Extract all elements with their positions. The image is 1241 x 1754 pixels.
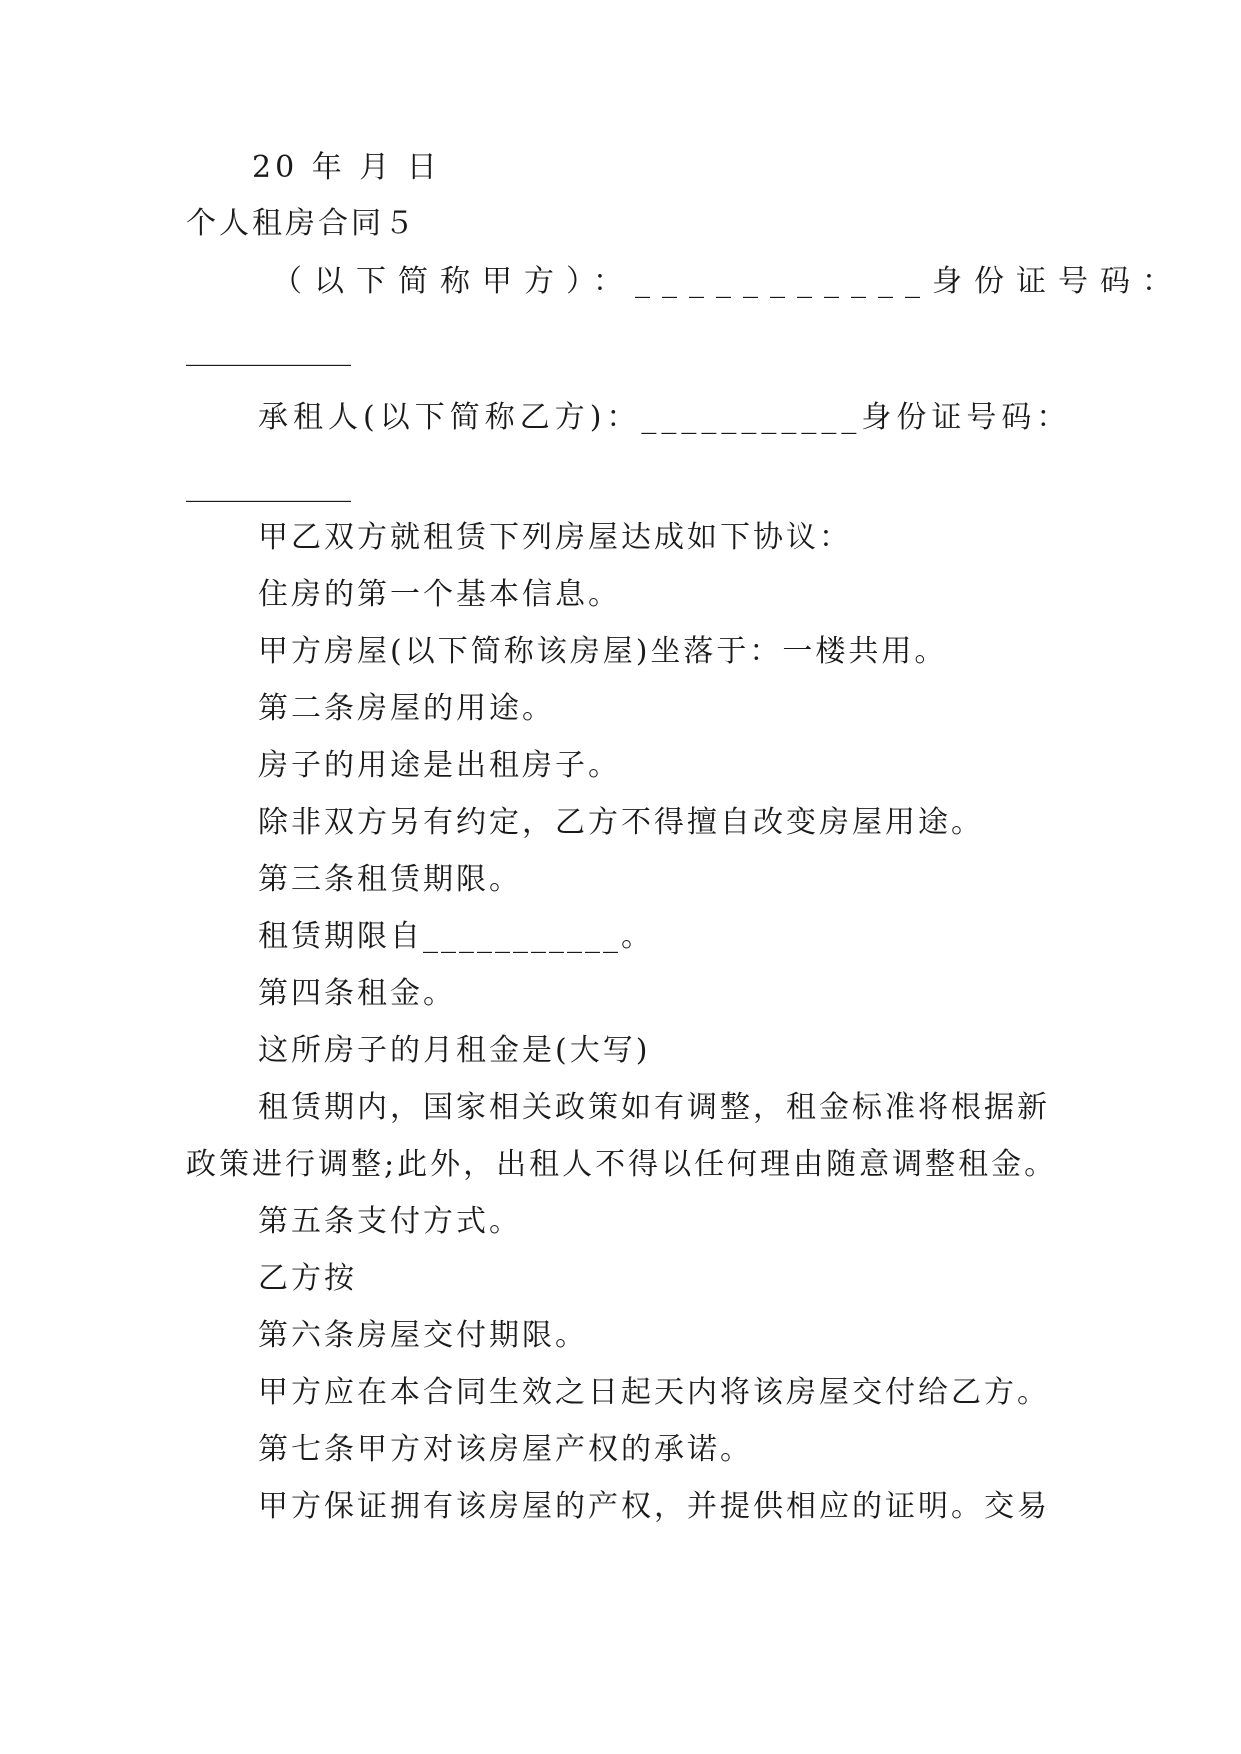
article-1-heading: 住房的第一个基本信息。 [258,577,621,612]
property-location: 甲方房屋(以下简称该房屋)坐落于：一楼共用。 [258,634,948,669]
tenant-line: 承租人(以下简称乙方)：___________身份证号码： [258,400,1072,435]
tenant-id-blank: ___________ [186,468,351,503]
article-4-heading: 第四条租金。 [258,976,456,1011]
document-title: 个人租房合同５ [186,206,417,241]
property-use: 房子的用途是出租房子。 [258,748,621,783]
date-line: 20 年 月 日 [252,150,441,185]
article-7-heading: 第七条甲方对该房屋产权的承诺。 [258,1432,753,1467]
article-3-heading: 第三条租赁期限。 [258,862,522,897]
rent-adjustment-line-1: 租赁期内，国家相关政策如有调整，租金标准将根据新 [258,1090,1050,1125]
lease-term: 租赁期限自___________。 [258,919,654,954]
use-restriction: 除非双方另有约定，乙方不得擅自改变房屋用途。 [258,805,984,840]
payment-method: 乙方按 [258,1261,357,1296]
landlord-line: （以下简称甲方）：___________身份证号码： [272,264,1184,299]
delivery-deadline: 甲方应在本合同生效之日起天内将该房屋交付给乙方。 [258,1375,1050,1410]
monthly-rent: 这所房子的月租金是(大写) [258,1033,651,1068]
agreement-intro: 甲乙双方就租赁下列房屋达成如下协议： [258,520,852,555]
rent-adjustment-line-2: 政策进行调整;此外，出租人不得以任何理由随意调整租金。 [186,1147,1058,1182]
article-2-heading: 第二条房屋的用途。 [258,691,555,726]
landlord-id-blank: ___________ [186,332,351,367]
article-6-heading: 第六条房屋交付期限。 [258,1318,588,1353]
article-5-heading: 第五条支付方式。 [258,1204,522,1239]
ownership-guarantee: 甲方保证拥有该房屋的产权，并提供相应的证明。交易 [258,1489,1050,1524]
